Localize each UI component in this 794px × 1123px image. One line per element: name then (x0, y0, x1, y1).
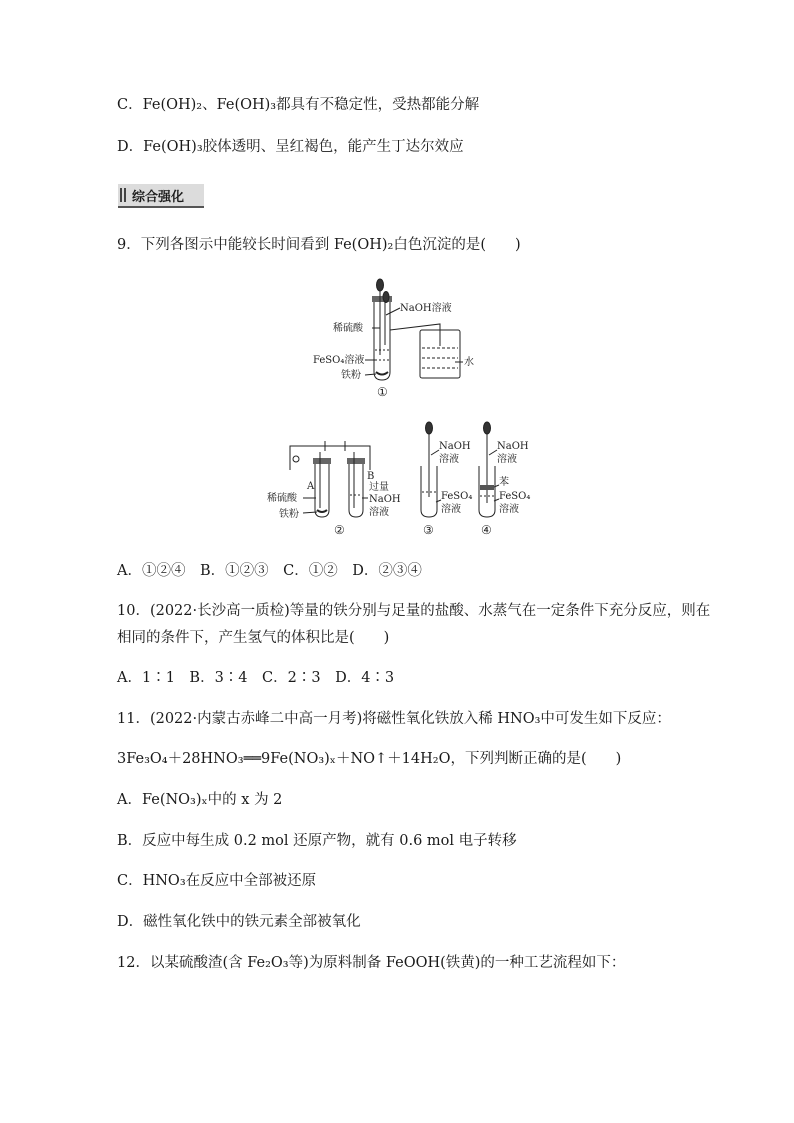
iron-powder-2 (317, 510, 327, 512)
q12-stem: 12．以某硫酸渣(含 Fe₂O₃等)为原料制备 FeOOH(铁黄)的一种工艺流程如下： (117, 955, 626, 971)
iron-powder-1 (376, 372, 388, 375)
q11-option-b: B．反应中每生成 0.2 mol 还原产物，就有 0.6 mol 电子转移 (117, 833, 517, 849)
q10-stem-line2: 相同的条件下，产生氢气的体积比是( ) (117, 630, 390, 646)
section-title: 综合强化 (132, 189, 185, 205)
dropper-bulb-naoh (383, 292, 389, 303)
figure-number-4: ④ (481, 523, 492, 537)
apparatus-3 (421, 422, 441, 517)
label-naoh-4: NaOH (497, 441, 529, 452)
figure-number-3: ③ (423, 523, 434, 537)
label-naoh-sol-3: 溶液 (439, 454, 459, 465)
tube-2a (315, 464, 329, 517)
dropper-bulb-3 (426, 422, 433, 434)
label-water-1: 水 (464, 357, 474, 368)
label-feso4-sol-4: 溶液 (499, 504, 519, 515)
option-c-top: C．Fe(OH)₂、Fe(OH)₃都具有不稳定性，受热都能分解 (117, 97, 480, 113)
option-d-top: D．Fe(OH)₃胶体透明、呈红褐色，能产生丁达尔效应 (117, 139, 464, 155)
leader-naoh-1 (386, 308, 400, 315)
apparatus-2 (290, 441, 370, 517)
stopper-2b (347, 458, 365, 464)
label-excess-2: 过量 (369, 482, 389, 493)
q10-options: A．1∶1 B．3∶4 C．2∶3 D．4∶3 (117, 670, 395, 686)
q11-option-a: A．Fe(NO₃)ₓ中的 x 为 2 (117, 792, 283, 808)
label-acid-1: 稀硫酸 (333, 323, 363, 334)
tube-2b (349, 464, 363, 517)
leader-naoh-3 (431, 450, 439, 455)
q11-option-d: D．磁性氧化铁中的铁元素全部被氧化 (117, 914, 361, 930)
apparatus-4 (479, 422, 499, 517)
label-naoh-3: NaOH (439, 441, 471, 452)
stopcock-2 (293, 456, 299, 462)
q11-stem: 11．(2022·内蒙古赤峰二中高一月考)将磁性氧化铁放入稀 HNO₃中可发生如下反应： (117, 711, 671, 727)
leader-naoh-4 (489, 450, 497, 455)
stopper-2a (313, 458, 331, 464)
q9-stem: 9．下列各图示中能较长时间看到 Fe(OH)₂白色沉淀的是( ) (117, 237, 521, 253)
label-feso4-3: FeSO₄ (441, 491, 473, 502)
dropper-bulb-acid (377, 279, 384, 291)
q10-stem-line1: 10．(2022·长沙高一质检)等量的铁分别与足量的盐酸、水蒸气在一定条件下充分反应，则在 (117, 603, 711, 619)
label-feso4-1: FeSO₄溶液 (313, 355, 365, 366)
apparatus-1 (365, 279, 463, 380)
label-a-2: A (307, 481, 315, 492)
label-naoh-sol-4: 溶液 (497, 454, 517, 465)
dropper-bulb-4 (484, 422, 491, 434)
figure-number-2: ② (334, 523, 345, 537)
label-iron-2: 铁粉 (279, 509, 299, 520)
label-iron-1: 铁粉 (341, 370, 361, 381)
figure-number-1: ① (377, 385, 388, 399)
benzene-layer (480, 485, 494, 490)
label-naoh-1: NaOH溶液 (400, 303, 452, 314)
label-acid-2: 稀硫酸 (267, 493, 297, 504)
delivery-tube-1 (390, 324, 440, 346)
q9-options: A．①②④ B．①②③ C．①② D．②③④ (117, 563, 422, 579)
label-feso4-4: FeSO₄ (499, 491, 531, 502)
q11-option-c: C．HNO₃在反应中全部被还原 (117, 873, 317, 889)
label-feso4-sol-3: 溶液 (441, 504, 461, 515)
label-solution-2: 溶液 (369, 507, 389, 518)
q11-equation: 3Fe₃O₄＋28HNO₃══9Fe(NO₃)ₓ＋NO↑＋14H₂O，下列判断正确的是( ) (117, 751, 622, 767)
label-naoh-2: NaOH (369, 494, 401, 505)
label-b-2: B (367, 471, 375, 482)
label-benzene-4: 苯 (499, 477, 509, 488)
